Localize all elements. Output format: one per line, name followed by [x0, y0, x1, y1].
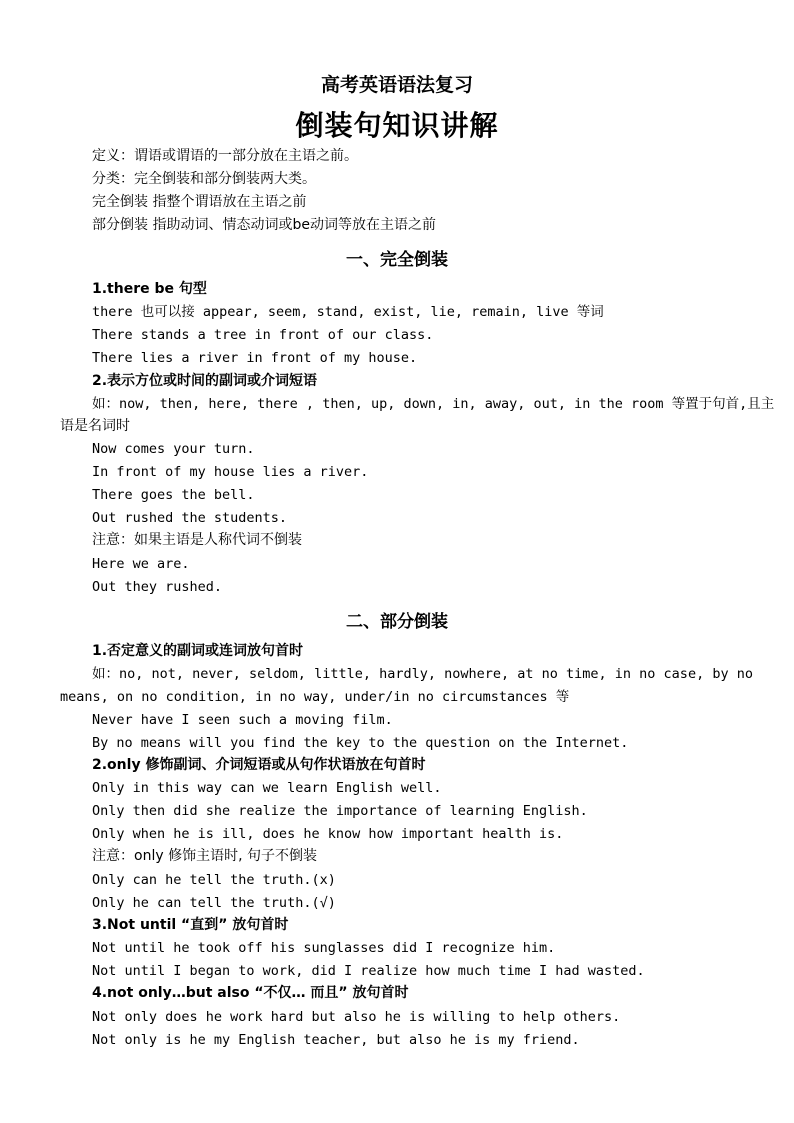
example-sentence: There stands a tree in front of our class. [92, 327, 434, 343]
example-sentence: Only when he is ill, does he know how important health is. [92, 826, 564, 842]
example-sentence: Only he can tell the truth.(√) [92, 895, 336, 911]
intro-partial-inversion: 部分倒装 指助动词、情态动词或be动词等放在主语之前 [92, 217, 436, 233]
text-line: 语是名词时 [60, 418, 130, 434]
attention-note: 注意：only 修饰主语时, 句子不倒装 [92, 848, 317, 864]
section-heading-full-inversion: 一、完全倒装 [346, 250, 448, 270]
example-sentence: By no means will you find the key to the question on the Internet. [92, 735, 629, 751]
example-sentence: Here we are. [92, 556, 190, 572]
example-sentence: Not only is he my English teacher, but also he is my friend. [92, 1032, 580, 1048]
subheading-there-be: 1.there be 句型 [92, 281, 207, 297]
subheading-negative-adverbs: 1.否定意义的副词或连词放句首时 [92, 643, 304, 659]
example-sentence: Out rushed the students. [92, 510, 288, 526]
example-sentence: Never have I seen such a moving film. [92, 712, 393, 728]
text-line: 如：no, not, never, seldom, little, hardly, nowhere, at no time, in no case, by no [92, 666, 753, 682]
subheading-not-until: 3.Not until “直到” 放句首时 [92, 917, 289, 933]
text-line: means, on no condition, in no way, under/in no circumstances 等 [60, 689, 570, 705]
document-subtitle: 倒装句知识讲解 [295, 109, 499, 142]
intro-full-inversion: 完全倒装 指整个谓语放在主语之前 [92, 194, 307, 210]
document-title: 高考英语语法复习 [320, 74, 473, 96]
subheading-not-only-but-also: 4.not only…but also “不仅… 而且” 放句首时 [92, 985, 409, 1001]
subheading-only: 2.only 修饰副词、介词短语或从句作状语放在句首时 [92, 757, 426, 773]
example-sentence: Only in this way can we learn English well. [92, 780, 442, 796]
example-sentence: Not until I began to work, did I realize how much time I had wasted. [92, 963, 645, 979]
example-sentence: Out they rushed. [92, 579, 223, 595]
example-sentence: There goes the bell. [92, 487, 255, 503]
example-sentence: Now comes your turn. [92, 441, 255, 457]
example-sentence: Not only does he work hard but also he is willing to help others. [92, 1009, 621, 1025]
example-sentence: Not until he took off his sunglasses did I recognize him. [92, 940, 556, 956]
subheading-adverbs-place-time: 2.表示方位或时间的副词或介词短语 [92, 373, 318, 389]
example-sentence: Only then did she realize the importance of learning English. [92, 803, 588, 819]
text-line: there 也可以接 appear, seem, stand, exist, lie, remain, live 等词 [92, 304, 604, 320]
example-sentence: There lies a river in front of my house. [92, 350, 418, 366]
example-sentence: Only can he tell the truth.(x) [92, 872, 336, 888]
intro-category: 分类：完全倒装和部分倒装两大类。 [92, 171, 316, 187]
example-sentence: In front of my house lies a river. [92, 464, 369, 480]
intro-definition: 定义：谓语或谓语的一部分放在主语之前。 [92, 148, 358, 164]
section-heading-partial-inversion: 二、部分倒装 [346, 612, 448, 632]
text-line: 如：now, then, here, there , then, up, down, in, away, out, in the room 等置于句首,且主 [92, 396, 775, 412]
attention-note: 注意：如果主语是人称代词不倒装 [92, 532, 302, 548]
